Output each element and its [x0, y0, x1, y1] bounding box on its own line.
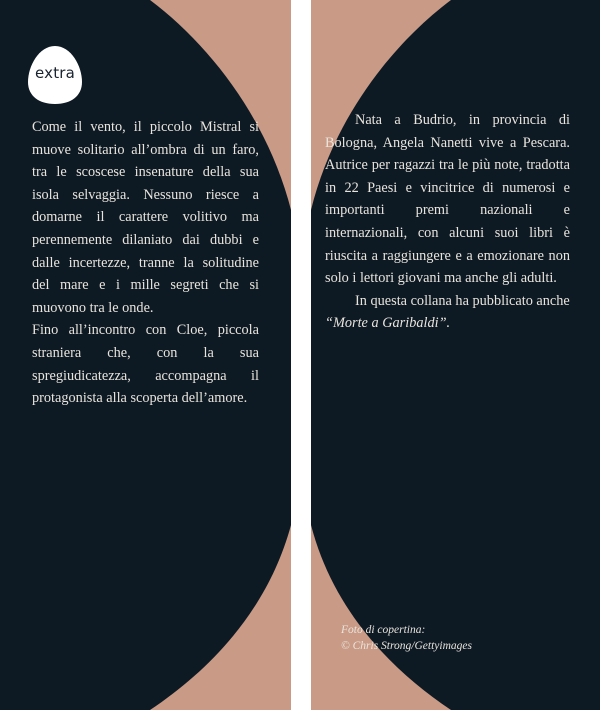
right-flap-dark-shape	[311, 0, 600, 710]
synopsis	[32, 116, 259, 410]
synopsis-paragraph: Come il vento, il piccolo Mistral si muove solitario all’ombra di un faro, tra le scoscese insenature della sua isola selvaggia. Nessuno riesce a domarne il carattere volitivo ma perennemente dilaniato dai dubbi e dalle incertezze, tranne la solitudine del mare e i mille segreti che si muovono tra le onde.	[32, 119, 259, 316]
logo-label: extra	[34, 64, 76, 82]
credits-label: Foto di copertina:	[341, 624, 426, 636]
synopsis-paragraph: Fino all’incontro con Cloe, piccola straniera che, con la sua spregiudicatezza, accompagna il protagonista alla scoperta dell’amore.	[32, 322, 259, 407]
series-paragraph	[325, 290, 570, 335]
credits-value: © Chris Strong/Gettyimages	[341, 640, 472, 652]
extra-logo	[26, 44, 84, 106]
bio-paragraph: Nata a Budrio, in provincia di Bologna, Angela Nanetti vive a Pescara. Autrice per ragazzi tra le più note, tradotta in 22 Paesi e vincitrice di numerosi e importanti premi nazionali e internazionali, con alcuni suoi libri è riuscita a raggiungere e a emozionare non solo i lettori giovani ma anche gli adulti.	[325, 112, 570, 287]
photo-credits	[341, 622, 472, 654]
left-flap	[0, 0, 291, 710]
right-flap	[311, 0, 600, 710]
flap-gutter	[291, 0, 311, 710]
series-title: “Morte a Garibaldi”.	[325, 315, 451, 332]
author-bio	[325, 109, 570, 335]
series-intro: In questa collana ha pubblicato anche	[355, 292, 570, 309]
